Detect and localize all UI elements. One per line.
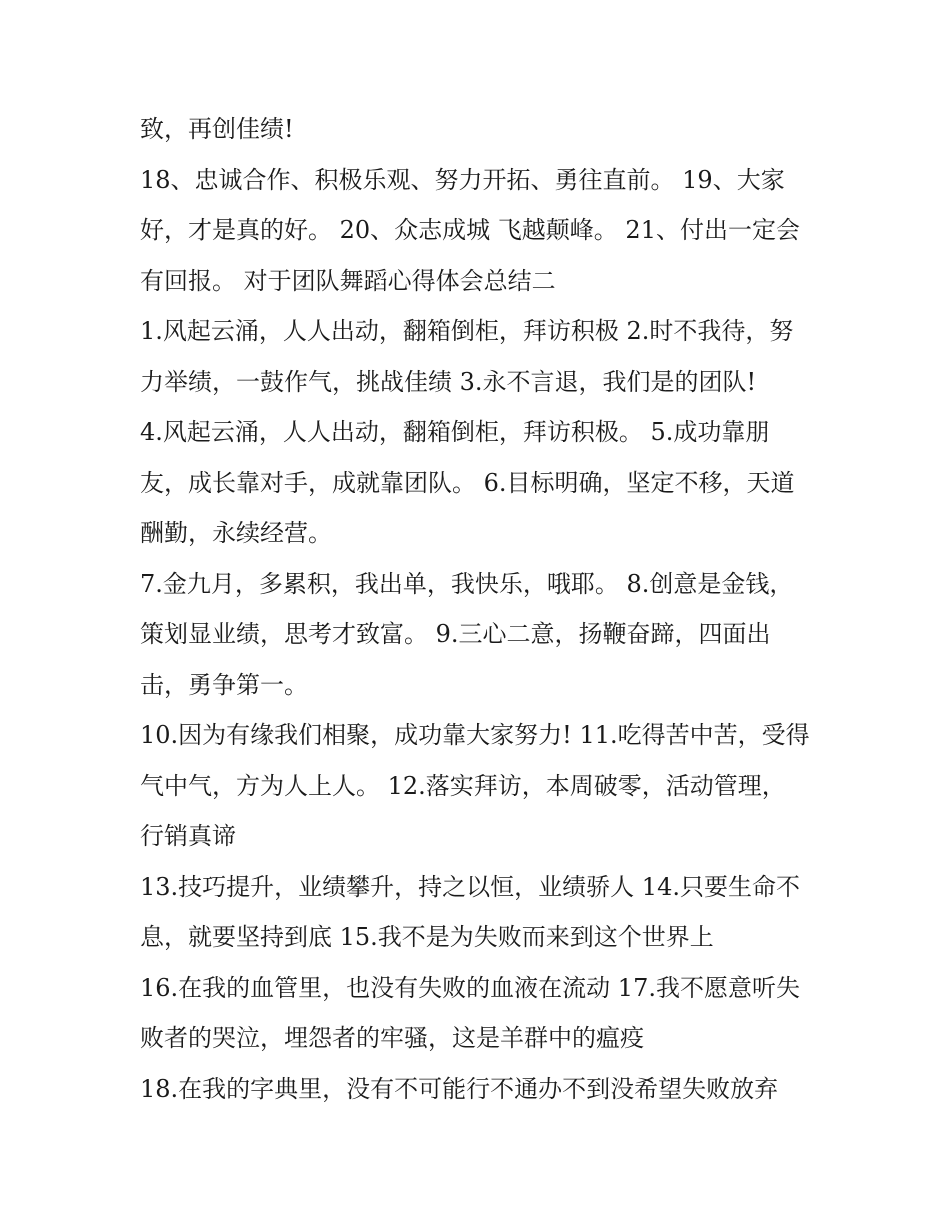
text-line: 气中气，方为人上人。 12.落实拜访，本周破零，活动管理， — [140, 771, 786, 800]
text-line: 友，成长靠对手，成就靠团队。 6.目标明确，坚定不移，天道 — [140, 468, 795, 497]
text-line: 7.金九月，多累积，我出单，我快乐，哦耶。 8.创意是金钱， — [140, 569, 794, 598]
text-line: 有回报。 对于团队舞蹈心得体会总结二 — [140, 266, 556, 295]
text-line: 16.在我的血管里，也没有失败的血液在流动 17.我不愿意听失 — [140, 973, 800, 1002]
text-line: 18、忠诚合作、积极乐观、努力开拓、勇往直前。 19、大家 — [140, 165, 785, 194]
text-line: 败者的哭泣，埋怨者的牢骚，这是羊群中的瘟疫 — [140, 1024, 644, 1052]
text-line: 力举绩，一鼓作气，挑战佳绩 3.永不言退，我们是的团队! — [140, 367, 757, 396]
text-line: 行销真谛 — [140, 822, 236, 850]
text-line: 4.风起云涌，人人出动，翻箱倒柜，拜访积极。 5.成功靠朋 — [140, 418, 770, 446]
text-line: 酬勤，永续经营。 — [140, 519, 332, 547]
text-line: 策划显业绩，思考才致富。 9.三心二意，扬鞭奋蹄，四面出 — [140, 620, 771, 648]
text-line: 10.因为有缘我们相聚，成功靠大家努力! 11.吃得苦中苦，受得 — [140, 721, 810, 749]
document-body — [140, 104, 830, 1114]
text-line: 好，才是真的好。 20、众志成城 飞越颠峰。 21、付出一定会 — [140, 216, 800, 244]
text-line: 18.在我的字典里，没有不可能行不通办不到没希望失败放弃 — [140, 1074, 779, 1103]
text-line: 致，再创佳绩! — [140, 115, 294, 143]
text-line: 击，勇争第一。 — [140, 670, 308, 699]
text-line: 息，就要坚持到底 15.我不是为失败而来到这个世界上 — [140, 923, 714, 951]
text-line: 13.技巧提升，业绩攀升，持之以恒，业绩骄人 14.只要生命不 — [140, 872, 800, 901]
text-line: 1.风起云涌，人人出动，翻箱倒柜，拜访积极 2.时不我待，努 — [140, 317, 794, 345]
